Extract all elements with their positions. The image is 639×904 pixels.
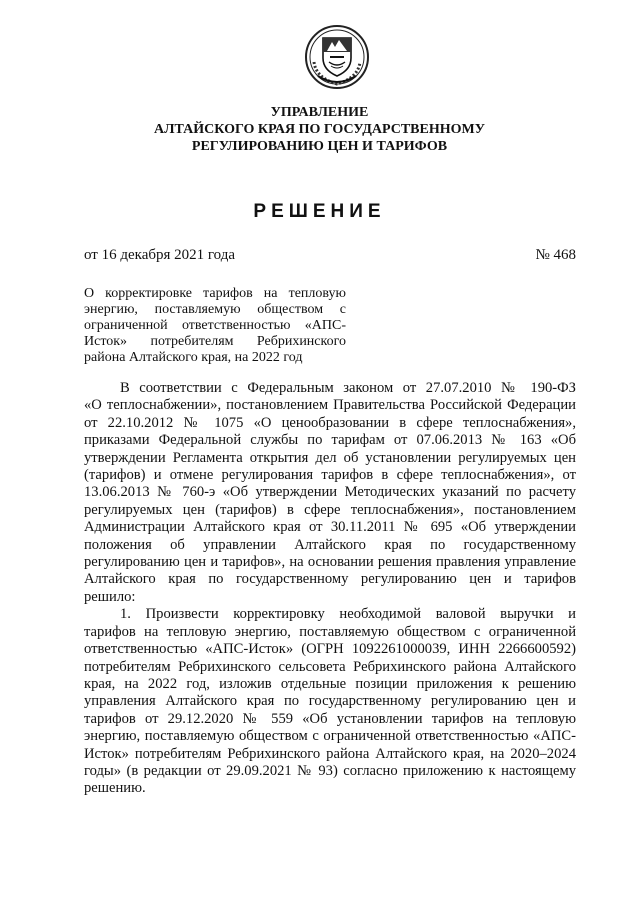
- item-1-line: решению.: [84, 780, 146, 797]
- item-1-line: 1. Произвести корректировку необходимой валовой выручки и: [120, 606, 576, 623]
- document-date: от 16 декабря 2021 года: [84, 247, 236, 263]
- authority-name: [0, 104, 639, 155]
- preamble-line: «О теплоснабжении», постановлением Правительства Российской Федерации: [84, 397, 576, 414]
- preamble-line: приказами Федеральной службы по тарифам от 07.06.2013 № 163 «Об: [84, 432, 576, 449]
- item-1-line: годы» (в редакции от 29.09.2021 № 93) согласно приложению к настоящему: [84, 762, 576, 779]
- preamble-line: Администрации Алтайского края от 30.11.2011 № 695 «Об утверждении: [84, 519, 576, 536]
- authority-line: АЛТАЙСКОГО КРАЯ ПО ГОСУДАРСТВЕННОМУ: [154, 122, 485, 137]
- preamble-line: (тарифов) и отмене регулирования тарифов в сфере теплоснабжения», от: [84, 467, 576, 484]
- document-body: [84, 380, 576, 798]
- preamble-line: регулируемых цен (тарифов) в сфере теплоснабжения», постановлением: [84, 501, 576, 518]
- preamble-line: от 22.10.2012 № 1075 «О ценообразовании в сфере теплоснабжения»,: [84, 414, 576, 431]
- item-1-line: потребителям Ребрихинского сельсовета Ребрихинского района Алтайского: [84, 658, 576, 675]
- subject-line: Исток» потребителям Ребрихинского: [84, 334, 346, 349]
- item-1-line: края, на 2022 год, изложив отдельные позиции приложения к решению: [84, 675, 576, 692]
- preamble-line: Алтайского края по государственному регулированию цен и тарифов: [84, 571, 576, 588]
- coat-of-arms-emblem: [304, 24, 370, 90]
- subject-line: энергию, поставляемую обществом с: [84, 302, 346, 317]
- subject-line: О корректировке тарифов на тепловую: [84, 286, 346, 301]
- preamble-line: регулированию цен и тарифов», на основании решения правления управление: [84, 554, 576, 571]
- item-1-line: управления Алтайского края по государственному регулированию цен и: [84, 693, 576, 710]
- authority-line: УПРАВЛЕНИЕ: [270, 105, 369, 120]
- preamble-line: В соответствии с Федеральным законом от 27.07.2010 № 190-ФЗ: [120, 380, 576, 396]
- item-1-line: энергию, поставляемую обществом с ограниченной ответственностью «АПС-: [84, 728, 576, 745]
- document-type-title: РЕШЕНИЕ: [253, 201, 386, 222]
- preamble-line: положения об управлении Алтайского края по государственному: [84, 536, 576, 553]
- item-1-line: тарифов от 29.12.2020 № 559 «Об установлении тарифов на тепловую: [84, 710, 576, 727]
- document-number: № 468: [535, 247, 576, 263]
- subject-line: ограниченной ответственностью «АПС-: [84, 318, 346, 333]
- preamble-line: решило:: [84, 588, 136, 605]
- document-subject: [84, 286, 346, 366]
- item-1-line: Исток» потребителям Ребрихинского района Алтайского края, на 2020–2024: [84, 745, 576, 762]
- subject-line: района Алтайского края, на 2022 год: [84, 350, 303, 365]
- item-1-line: тарифов на тепловую энергию, поставляемую обществом с ограниченной: [84, 623, 576, 640]
- preamble-line: 13.06.2013 № 760-э «Об утверждении Методических указаний по расчету: [84, 484, 576, 501]
- preamble-line: утверждении Регламента открытия дел об установлении регулируемых цен: [84, 449, 576, 466]
- authority-line: РЕГУЛИРОВАНИЮ ЦЕН И ТАРИФОВ: [191, 139, 448, 154]
- item-1-line: ответственностью «АПС-Исток» (ОГРН 1092261000039, ИНН 2266600592): [84, 641, 576, 658]
